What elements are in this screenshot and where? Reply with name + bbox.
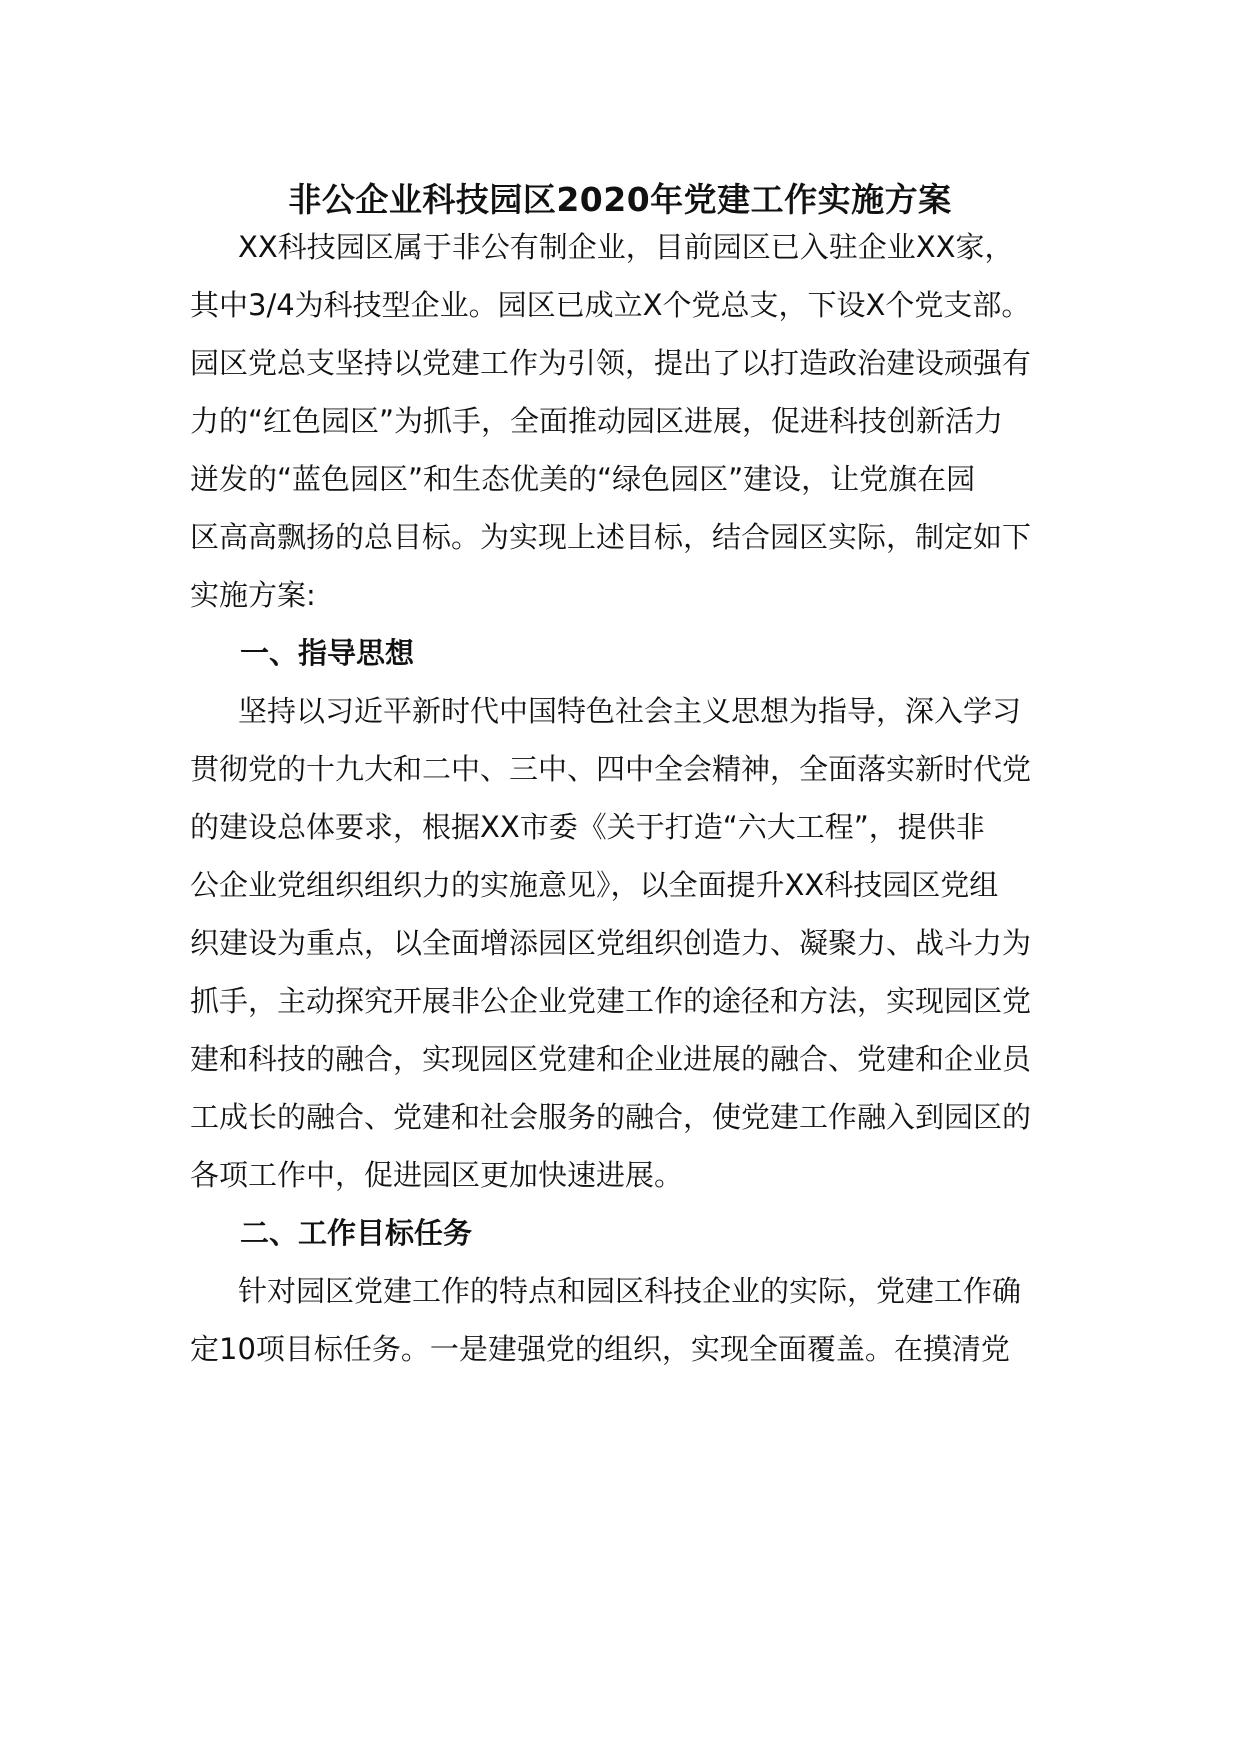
paragraph-line: 园区党总支坚持以党建工作为引领，提出了以打造政治建设顽强有 — [190, 346, 1032, 380]
paragraph-line: 力的“红色园区”为抓手，全面推动园区进展，促进科技创新活力 — [190, 404, 1004, 438]
paragraph-line: 工成长的融合、党建和社会服务的融合，使党建工作融入到园区的 — [190, 1100, 1032, 1134]
paragraph-line: 织建设为重点，以全面增添园区党组织创造力、凝聚力、战斗力为 — [190, 926, 1032, 960]
paragraph-line: 实施方案: — [190, 578, 316, 612]
paragraph-line: 定10项目标任务。一是建强党的组织，实现全面覆盖。在摸清党 — [190, 1332, 1010, 1366]
paragraph-line: 其中3/4为科技型企业。园区已成立X个党总支，下设X个党支部。 — [190, 288, 1031, 322]
paragraph-line: 针对园区党建工作的特点和园区科技企业的实际，党建工作确 — [238, 1274, 1022, 1308]
paragraph-line: 区高高飘扬的总目标。为实现上述目标，结合园区实际，制定如下 — [190, 520, 1032, 554]
paragraph-line: XX科技园区属于非公有制企业，目前园区已入驻企业XX家， — [238, 230, 1014, 264]
paragraph-line: 的建设总体要求，根据XX市委《关于打造“六大工程”，提供非 — [190, 810, 985, 844]
section-heading: 二、工作目标任务 — [240, 1216, 473, 1250]
paragraph-line: 坚持以习近平新时代中国特色社会主义思想为指导，深入学习 — [238, 694, 1022, 728]
paragraph-line: 抓手，主动探究开展非公企业党建工作的途径和方法，实现园区党 — [190, 984, 1032, 1018]
paragraph-line: 迸发的“蓝色园区”和生态优美的“绿色园区”建设，让党旗在园 — [190, 462, 976, 496]
paragraph-line: 贯彻党的十九大和二中、三中、四中全会精神，全面落实新时代党 — [190, 752, 1032, 786]
paragraph-line: 公企业党组织组织力的实施意见》，以全面提升XX科技园区党组 — [190, 868, 999, 902]
paragraph-line: 各项工作中，促进园区更加快速进展。 — [190, 1158, 684, 1192]
section-heading: 一、指导思想 — [240, 636, 415, 670]
document-title: 非公企业科技园区2020年党建工作实施方案 — [288, 180, 952, 219]
paragraph-line: 建和科技的融合，实现园区党建和企业进展的融合、党建和企业员 — [190, 1042, 1032, 1076]
